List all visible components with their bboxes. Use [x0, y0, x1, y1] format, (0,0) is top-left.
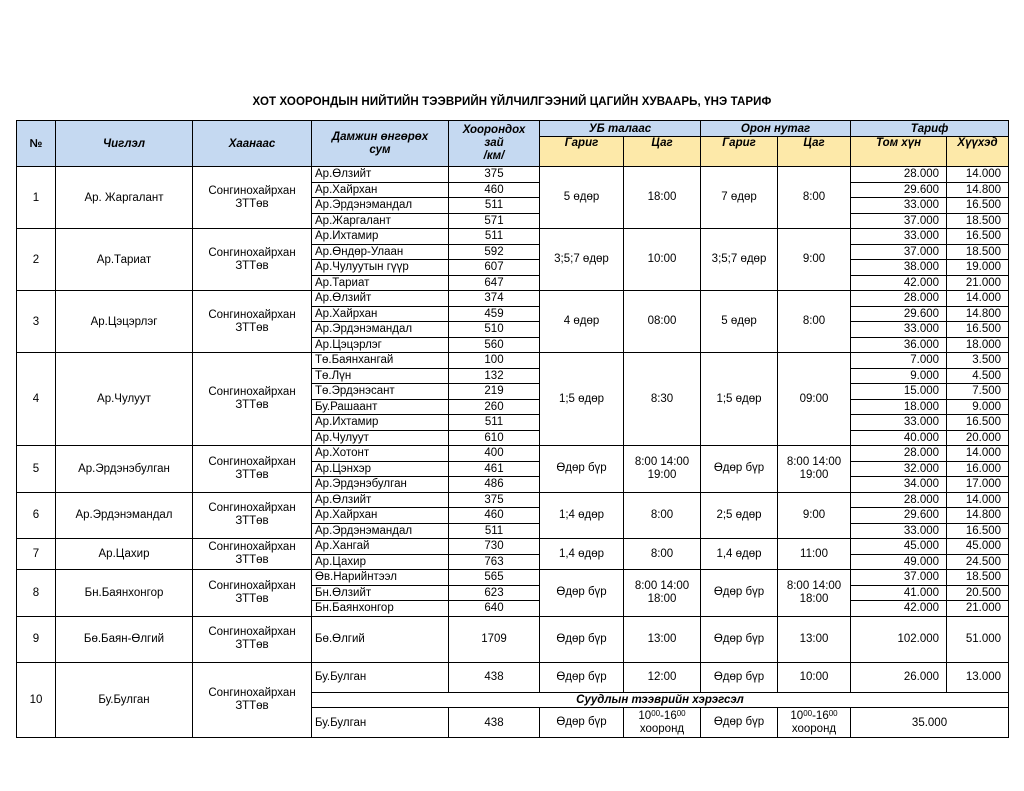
stop-name: Бн.Өлзийт: [312, 585, 449, 601]
local-departure-time: 09:00: [778, 353, 851, 446]
tariff-child: 16.000: [947, 461, 1009, 477]
stop-name: Ар.Хайрхан: [312, 182, 449, 198]
route-number: 1: [17, 167, 56, 229]
tariff-child: 19.000: [947, 260, 1009, 276]
stop-name: Ар.Ихтамир: [312, 229, 449, 245]
ub-departure-day: Өдөр бүр: [540, 616, 624, 662]
header-ub-day: Гариг: [540, 137, 624, 167]
tariff-child: 14.000: [947, 492, 1009, 508]
ub-departure-day: Өдөр бүр: [540, 570, 624, 617]
route-origin: Сонгинохайрхан ЗТТөв: [193, 229, 312, 291]
table-row: [17, 353, 1009, 369]
route-origin: Сонгинохайрхан ЗТТөв: [193, 446, 312, 493]
small-vehicle-label: Суудлын тээврийн хэрэгсэл: [312, 692, 1009, 708]
route-origin: Сонгинохайрхан ЗТТөв: [193, 539, 312, 570]
local-departure-time: $10^{00}-16^{00}$ хооронд: [778, 708, 851, 738]
tariff-adult: 33.000: [851, 523, 947, 539]
route-number: 6: [17, 492, 56, 539]
route-number: 7: [17, 539, 56, 570]
local-departure-time: 11:00: [778, 539, 851, 570]
tariff-child: 18.500: [947, 570, 1009, 586]
tariff-child: 16.500: [947, 322, 1009, 338]
route-name: Ар.Эрдэнэмандал: [56, 492, 193, 539]
tariff-child: 7.500: [947, 384, 1009, 400]
local-departure-time: 9:00: [778, 492, 851, 539]
stop-distance: 459: [449, 306, 540, 322]
tariff-adult: 15.000: [851, 384, 947, 400]
local-departure-time: 10:00: [778, 662, 851, 692]
ub-departure-time: 08:00: [624, 291, 701, 353]
stop-distance: 100: [449, 353, 540, 369]
table-row: [17, 291, 1009, 307]
ub-departure-time: 8:00: [624, 539, 701, 570]
ub-departure-time: 12:00: [624, 662, 701, 692]
stop-name: Өв.Нарийнтээл: [312, 570, 449, 586]
route-name: Ар.Цахир: [56, 539, 193, 570]
tariff-adult: 37.000: [851, 213, 947, 229]
header-no: №: [17, 121, 56, 167]
stop-name: Бу.Рашаант: [312, 399, 449, 415]
header-child: Хүүхэд: [947, 137, 1009, 167]
tariff-adult: 37.000: [851, 244, 947, 260]
header-from: Хаанаас: [193, 121, 312, 167]
stop-distance: 400: [449, 446, 540, 462]
tariff-child: 14.000: [947, 446, 1009, 462]
tariff-child: 14.800: [947, 508, 1009, 524]
table-row: [17, 229, 1009, 245]
ub-departure-time: 18:00: [624, 167, 701, 229]
header-ub: УБ талаас: [540, 121, 701, 137]
tariff-adult: 29.600: [851, 182, 947, 198]
header-adult: Том хүн: [851, 137, 947, 167]
tariff-adult: 33.000: [851, 198, 947, 214]
stop-distance: 132: [449, 368, 540, 384]
stop-name: Ар.Ихтамир: [312, 415, 449, 431]
stop-name: Ар.Эрдэнэбулган: [312, 477, 449, 493]
stop-name: Ар.Өлзийт: [312, 492, 449, 508]
tariff-child: 21.000: [947, 275, 1009, 291]
schedule-table: [16, 120, 1009, 738]
stop-name: Ар.Тариат: [312, 275, 449, 291]
tariff-child: 16.500: [947, 198, 1009, 214]
stop-distance: 511: [449, 198, 540, 214]
tariff-child: 17.000: [947, 477, 1009, 493]
tariff-adult: 29.600: [851, 508, 947, 524]
stop-distance: 460: [449, 508, 540, 524]
tariff-child: 18.000: [947, 337, 1009, 353]
stop-name: Бу.Булган: [312, 662, 449, 692]
tariff-child: 3.500: [947, 353, 1009, 369]
ub-departure-time: 8:30: [624, 353, 701, 446]
tariff-child: 21.000: [947, 601, 1009, 617]
stop-name: Ар.Чулуутын гүүр: [312, 260, 449, 276]
local-departure-day: Өдөр бүр: [701, 708, 778, 738]
stop-distance: 571: [449, 213, 540, 229]
local-departure-day: 5 өдөр: [701, 291, 778, 353]
tariff-adult: 38.000: [851, 260, 947, 276]
stop-name: Ар.Хайрхан: [312, 306, 449, 322]
stop-name: Ар.Жаргалант: [312, 213, 449, 229]
stop-name: Ар.Хотонт: [312, 446, 449, 462]
tariff-child: 9.000: [947, 399, 1009, 415]
route-origin: Сонгинохайрхан ЗТТөв: [193, 662, 312, 738]
ub-departure-day: 5 өдөр: [540, 167, 624, 229]
stop-name: Бу.Булган: [312, 708, 449, 738]
tariff-child: 16.500: [947, 229, 1009, 245]
tariff-adult: 33.000: [851, 415, 947, 431]
tariff-adult: 34.000: [851, 477, 947, 493]
stop-name: Ар.Хайрхан: [312, 508, 449, 524]
route-origin: Сонгинохайрхан ЗТТөв: [193, 167, 312, 229]
stop-distance: 511: [449, 523, 540, 539]
tariff-adult: 40.000: [851, 430, 947, 446]
tariff-adult: 36.000: [851, 337, 947, 353]
tariff-child: 18.500: [947, 213, 1009, 229]
tariff-child: 51.000: [947, 616, 1009, 662]
local-departure-day: 1,4 өдөр: [701, 539, 778, 570]
tariff-child: 16.500: [947, 523, 1009, 539]
route-number: 8: [17, 570, 56, 617]
tariff-adult: 41.000: [851, 585, 947, 601]
tariff-child: 45.000: [947, 539, 1009, 555]
stop-name: Тө.Лүн: [312, 368, 449, 384]
tariff-child: 13.000: [947, 662, 1009, 692]
route-name: Ар.Чулуут: [56, 353, 193, 446]
tariff-adult: 9.000: [851, 368, 947, 384]
header-local-time: Цаг: [778, 137, 851, 167]
tariff-flat: 35.000: [851, 708, 1009, 738]
stop-name: Ар.Хангай: [312, 539, 449, 555]
ub-departure-day: 1,4 өдөр: [540, 539, 624, 570]
stop-distance: 623: [449, 585, 540, 601]
route-origin: Сонгинохайрхан ЗТТөв: [193, 570, 312, 617]
stop-name: Ар.Эрдэнэмандал: [312, 198, 449, 214]
tariff-child: 20.500: [947, 585, 1009, 601]
table-row: [17, 167, 1009, 183]
route-origin: Сонгинохайрхан ЗТТөв: [193, 492, 312, 539]
ub-departure-time: $10^{00}-16^{00}$ хооронд: [624, 708, 701, 738]
local-departure-time: 13:00: [778, 616, 851, 662]
ub-departure-day: 3;5;7 өдөр: [540, 229, 624, 291]
table-row: [17, 570, 1009, 586]
tariff-child: 14.000: [947, 291, 1009, 307]
stop-distance: 375: [449, 492, 540, 508]
stop-name: Ар.Өлзийт: [312, 291, 449, 307]
stop-name: Ар.Өлзийт: [312, 167, 449, 183]
stop-name: Ар.Өндөр-Улаан: [312, 244, 449, 260]
tariff-adult: 49.000: [851, 554, 947, 570]
tariff-adult: 32.000: [851, 461, 947, 477]
local-departure-day: Өдөр бүр: [701, 570, 778, 617]
local-departure-day: 2;5 өдөр: [701, 492, 778, 539]
stop-distance: 375: [449, 167, 540, 183]
tariff-adult: 28.000: [851, 167, 947, 183]
table-row: [17, 492, 1009, 508]
stop-distance: 511: [449, 229, 540, 245]
route-name: Ар.Цэцэрлэг: [56, 291, 193, 353]
stop-distance: 438: [449, 708, 540, 738]
header-route: Чиглэл: [56, 121, 193, 167]
tariff-child: 16.500: [947, 415, 1009, 431]
stop-distance: 260: [449, 399, 540, 415]
local-departure-day: 3;5;7 өдөр: [701, 229, 778, 291]
route-number: 5: [17, 446, 56, 493]
stop-distance: 565: [449, 570, 540, 586]
local-departure-time: 9:00: [778, 229, 851, 291]
tariff-adult: 33.000: [851, 322, 947, 338]
ub-departure-time: 8:00: [624, 492, 701, 539]
local-departure-time: 8:00: [778, 291, 851, 353]
stop-distance: 610: [449, 430, 540, 446]
route-number: 9: [17, 616, 56, 662]
header-distance: Хоорондох зай /км/: [449, 121, 540, 167]
table-row: [17, 446, 1009, 462]
stop-distance: 592: [449, 244, 540, 260]
stop-distance: 438: [449, 662, 540, 692]
stop-distance: 510: [449, 322, 540, 338]
route-name: Ар. Жаргалант: [56, 167, 193, 229]
stop-distance: 640: [449, 601, 540, 617]
route-origin: Сонгинохайрхан ЗТТөв: [193, 291, 312, 353]
table-row: [17, 539, 1009, 555]
route-number: 10: [17, 662, 56, 738]
stop-distance: 511: [449, 415, 540, 431]
route-name: Ар.Тариат: [56, 229, 193, 291]
route-number: 3: [17, 291, 56, 353]
header-tariff: Тариф: [851, 121, 1009, 137]
tariff-adult: 42.000: [851, 275, 947, 291]
route-origin: Сонгинохайрхан ЗТТөв: [193, 616, 312, 662]
route-origin: Сонгинохайрхан ЗТТөв: [193, 353, 312, 446]
route-name: Бө.Баян-Өлгий: [56, 616, 193, 662]
local-departure-day: Өдөр бүр: [701, 662, 778, 692]
ub-departure-day: Өдөр бүр: [540, 662, 624, 692]
local-departure-day: Өдөр бүр: [701, 616, 778, 662]
header-local: Орон нутаг: [701, 121, 851, 137]
stop-distance: 647: [449, 275, 540, 291]
route-number: 4: [17, 353, 56, 446]
stop-distance: 560: [449, 337, 540, 353]
local-departure-day: 1;5 өдөр: [701, 353, 778, 446]
ub-departure-time: 10:00: [624, 229, 701, 291]
stop-distance: 460: [449, 182, 540, 198]
tariff-child: 14.800: [947, 182, 1009, 198]
route-number: 2: [17, 229, 56, 291]
route-name: Ар.Эрдэнэбулган: [56, 446, 193, 493]
ub-departure-day: 4 өдөр: [540, 291, 624, 353]
tariff-adult: 7.000: [851, 353, 947, 369]
stop-name: Бн.Баянхонгор: [312, 601, 449, 617]
page-title: ХОТ ХООРОНДЫН НИЙТИЙН ТЭЭВРИЙН ҮЙЛЧИЛГЭЭНИЙ ЦАГИЙН ХУВААРЬ, ҮНЭ ТАРИФ: [252, 96, 772, 108]
tariff-child: 18.500: [947, 244, 1009, 260]
stop-distance: 607: [449, 260, 540, 276]
stop-name: Ар.Цэнхэр: [312, 461, 449, 477]
header-local-day: Гариг: [701, 137, 778, 167]
tariff-child: 14.800: [947, 306, 1009, 322]
stop-name: Тө.Эрдэнэсант: [312, 384, 449, 400]
tariff-adult: 102.000: [851, 616, 947, 662]
stop-name: Ар.Эрдэнэмандал: [312, 523, 449, 539]
route-name: Бн.Баянхонгор: [56, 570, 193, 617]
ub-departure-day: 1;5 өдөр: [540, 353, 624, 446]
stop-name: Тө.Баянхангай: [312, 353, 449, 369]
local-departure-time: 8:00 14:00 18:00: [778, 570, 851, 617]
tariff-child: 4.500: [947, 368, 1009, 384]
stop-distance: 461: [449, 461, 540, 477]
header-via: Дамжин өнгөрөх сум: [312, 121, 449, 167]
tariff-child: 24.500: [947, 554, 1009, 570]
tariff-child: 14.000: [947, 167, 1009, 183]
stop-name: Ар.Цэцэрлэг: [312, 337, 449, 353]
tariff-adult: 26.000: [851, 662, 947, 692]
ub-departure-day: Өдөр бүр: [540, 446, 624, 493]
ub-departure-time: 8:00 14:00 19:00: [624, 446, 701, 493]
header-ub-time: Цаг: [624, 137, 701, 167]
ub-departure-day: Өдөр бүр: [540, 708, 624, 738]
route-name: Бу.Булган: [56, 662, 193, 738]
stop-distance: 486: [449, 477, 540, 493]
stop-distance: 763: [449, 554, 540, 570]
stop-distance: 1709: [449, 616, 540, 662]
ub-departure-day: 1;4 өдөр: [540, 492, 624, 539]
tariff-adult: 45.000: [851, 539, 947, 555]
tariff-adult: 29.600: [851, 306, 947, 322]
tariff-adult: 28.000: [851, 446, 947, 462]
tariff-adult: 18.000: [851, 399, 947, 415]
stop-name: Ар.Чулуут: [312, 430, 449, 446]
table-row: [17, 616, 1009, 662]
tariff-adult: 33.000: [851, 229, 947, 245]
tariff-adult: 42.000: [851, 601, 947, 617]
stop-distance: 219: [449, 384, 540, 400]
tariff-child: 20.000: [947, 430, 1009, 446]
tariff-adult: 28.000: [851, 492, 947, 508]
stop-name: Ар.Эрдэнэмандал: [312, 322, 449, 338]
ub-departure-time: 8:00 14:00 18:00: [624, 570, 701, 617]
local-departure-time: 8:00: [778, 167, 851, 229]
stop-name: Бө.Өлгий: [312, 616, 449, 662]
local-departure-time: 8:00 14:00 19:00: [778, 446, 851, 493]
tariff-adult: 28.000: [851, 291, 947, 307]
local-departure-day: Өдөр бүр: [701, 446, 778, 493]
table-row: [17, 662, 1009, 692]
stop-name: Ар.Цахир: [312, 554, 449, 570]
tariff-adult: 37.000: [851, 570, 947, 586]
stop-distance: 730: [449, 539, 540, 555]
local-departure-day: 7 өдөр: [701, 167, 778, 229]
stop-distance: 374: [449, 291, 540, 307]
ub-departure-time: 13:00: [624, 616, 701, 662]
